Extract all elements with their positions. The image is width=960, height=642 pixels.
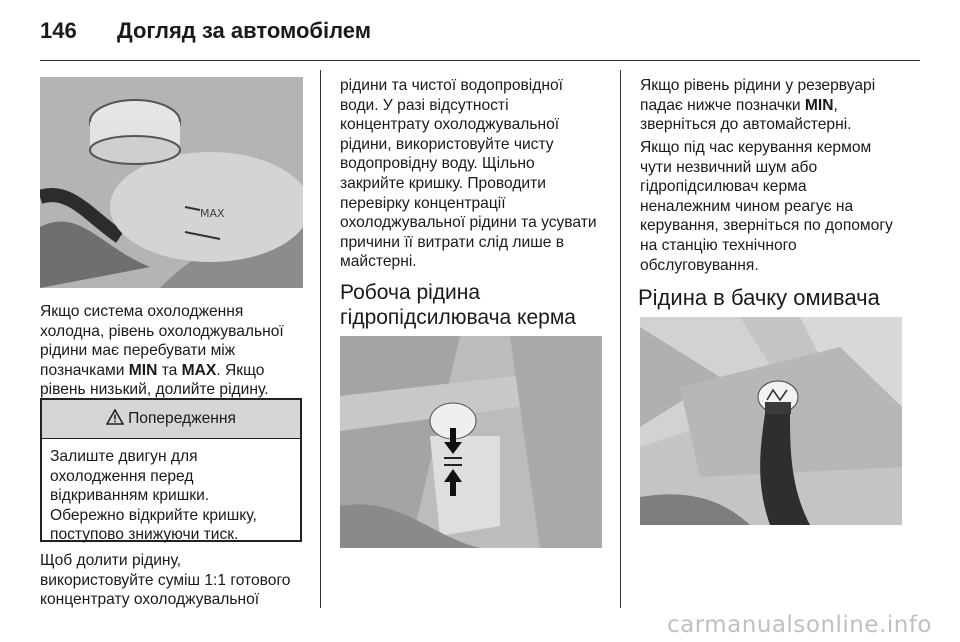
text-line: поступово знижуючи тиск.	[50, 526, 239, 544]
text-line: рідини та чистої водопровідної	[340, 77, 563, 94]
text-line: концентрату охолоджувальної	[40, 591, 260, 609]
text-line: позначками MIN та MAX. Якщо	[40, 361, 265, 379]
coolant-continued-paragraph	[340, 76, 610, 272]
washer-fluid-heading: Рідина в бачку омивача	[638, 285, 880, 310]
text-line: майстерні.	[340, 253, 417, 271]
text-line: води. У разі відсутності	[340, 96, 509, 114]
power-steering-reservoir-photo	[340, 336, 602, 548]
warning-text	[42, 439, 300, 545]
text-line: рідини має перебувати між	[40, 342, 236, 360]
text-line: охолоджувальної рідини та усувати	[340, 214, 597, 232]
column-divider-1	[320, 70, 321, 608]
coolant-reservoir-photo	[40, 77, 303, 288]
page-number: 146	[40, 18, 77, 43]
power-steering-paragraph-2	[640, 138, 920, 275]
text-line: закрийте кришку. Проводити	[340, 174, 546, 192]
text-line: концентрату охолоджувальної	[340, 116, 560, 134]
text-line: керування, зверніться по допомогу	[640, 217, 893, 235]
header-rule	[40, 60, 920, 61]
text-line: Щоб долити рідину,	[40, 552, 182, 569]
text-line: водопровідну воду. Щільно	[340, 155, 535, 173]
washer-reservoir-photo	[640, 317, 902, 525]
text-line: Залиште двигун для	[50, 448, 198, 465]
warning-box	[40, 398, 302, 542]
power-steering-paragraph-1	[640, 76, 920, 135]
photo-max-label: MAX	[200, 207, 225, 220]
text-line: неналежним чином реагує на	[640, 197, 854, 215]
page-header	[40, 10, 920, 50]
text-line: падає нижче позначки MIN,	[640, 96, 838, 114]
text-line: гідропідсилювач керма	[640, 178, 807, 196]
text-line: Обережно відкрийте кришку,	[50, 506, 257, 524]
text-line: перевірку концентрації	[340, 194, 506, 212]
text-line: Якщо під час керування кермом	[640, 139, 872, 156]
column-divider-2	[620, 70, 621, 608]
warning-header	[42, 400, 300, 439]
text-line: рівень низький, долийте рідину.	[40, 381, 269, 399]
text-line: відкриванням кришки.	[50, 487, 210, 505]
coolant-level-paragraph	[40, 302, 310, 400]
coolant-fill-paragraph	[40, 551, 310, 610]
min-label: MIN	[804, 96, 834, 114]
text-line: чути незвичний шум або	[640, 158, 818, 176]
text-line: на станцію технічного	[640, 236, 797, 254]
max-label: MAX	[181, 361, 217, 379]
text-line: причини її витрати слід лише в	[340, 233, 565, 251]
text-line: Якщо система охолодження	[40, 303, 244, 320]
watermark: carmanualsonline.info	[666, 612, 932, 638]
page-title: Догляд за автомобілем	[117, 18, 372, 43]
power-steering-heading: Робоча рідина гідропідсилювача керма	[340, 281, 576, 329]
text-line: обслуговування.	[640, 256, 759, 274]
text-line: зверніться до автомайстерні.	[640, 116, 852, 134]
text-line: холодна, рівень охолоджувальної	[40, 322, 284, 340]
warning-triangle-icon	[106, 409, 124, 430]
text-line: Якщо рівень рідини у резервуарі	[640, 77, 876, 94]
min-label: MIN	[128, 361, 158, 379]
text-line: використовуйте суміш 1:1 готового	[40, 571, 291, 589]
text-line: рідини, використовуйте чисту	[340, 135, 554, 153]
text-line: охолодження перед	[50, 467, 194, 485]
warning-title: Попередження	[128, 410, 236, 427]
